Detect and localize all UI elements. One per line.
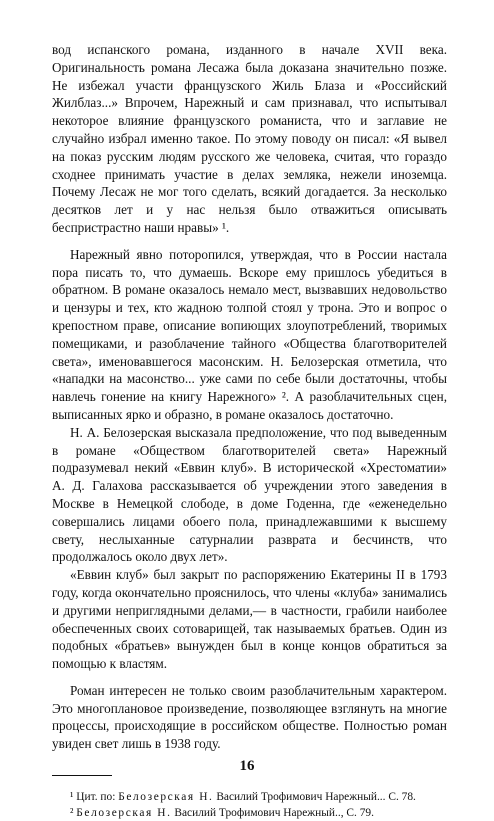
paragraph-5: Роман интересен не только своим разоблачительным характером. Это многоплановое произведение, позволяющее взглянуть на многие процессы, происходящие в российском обществе. Полностью роман увиден свет лишь в 1938 году. [52, 682, 447, 752]
paragraph-4: «Еввин клуб» был закрыт по распоряжению Екатерины II в 1793 году, когда окончательно прояснилось, что члены «клуба» занимались и другими неприглядными делами,— в частности, грабили наиболее обеспеченных своих сотоварищей, так называемых братьев. Один из подобных «братьев» вынужден был в конце концов обратиться за помощью к властям. [52, 567, 447, 672]
footnote-2-author: Белозерская Н. [76, 806, 172, 819]
paragraph-1: вод испанского романа, изданного в начале XVII века. Оригинальность романа Лесажа была доказана значительно позже. Не избежал участи французского Жиль Блаза и «Российский Жилблаз...» Впрочем, Нарежный и сам признавал, что испытывал некоторое влияние французского романиста, что и заглавие не случайно избрал именно такое. По этому поводу он писал: «Я вывел на показ русским людям русского же человека, считая, что гораздо сходнее принимать участие в делах земляка, нежели иноземца. Почему Лесаж не мог того сделать, всякий догадается. За несколько десятков лет и у нас нельзя было отважиться описывать беспристрастно наши нравы» ¹. [52, 42, 447, 235]
footnote-2 [52, 806, 447, 821]
paragraph-3: Н. А. Белозерская высказала предположение, что под выведенным в романе «Обществом благотворителей света» Нарежный подразумевал некий «Еввин клуб». В исторической «Хрестоматии» А. Д. Галахова рассказывается об учреждении этого заведения в Москве в Немецкой слободе, в доме Годенна, где «еженедельно совершались лицами обоего пола, принадлежавшими к высшему свету, неслыханные сатурналии разврата и бесчинств, что продолжалось около двух лет». [52, 424, 447, 565]
footnote-2-rest: Василий Трофимович Нарежный.., С. 79. [171, 806, 374, 819]
footnote-2-mark: ² [70, 806, 74, 819]
footnote-1-prefix: Цит. по: [73, 791, 119, 804]
page-number: 16 [239, 758, 255, 774]
page-body [52, 41, 447, 821]
footnote-1-mark: ¹ [70, 791, 74, 804]
paragraph-2: Нарежный явно поторопился, утверждая, что в России настала пора писать то, что думаешь. Вскоре ему пришлось убедиться в обратном. В романе оказалось немало мест, вызвавших недовольство и цензуры и тех, кто жадною толпой стоял у трона. Это и вопрос о крепостном праве, описание вопиющих злоупотреблений, творимых помещиками, и разоблачение тайного «Общества благотворителей света», именовавшегося масонским. Н. Белозерская отметила, что «нападки на масонство... уже сами по себе были достаточны, чтобы навлечь гонение на книгу Нарежного» ². А разоблачительных сцен, выписанных ярко и образно, в романе оказалось достаточно. [52, 246, 447, 422]
footnote-1 [52, 790, 447, 806]
footnote-1-author: Белозерская Н. [118, 791, 214, 804]
footnote-1-rest: Василий Трофимович Нарежный... С. 78. [213, 791, 416, 804]
footnote-divider [52, 775, 112, 776]
